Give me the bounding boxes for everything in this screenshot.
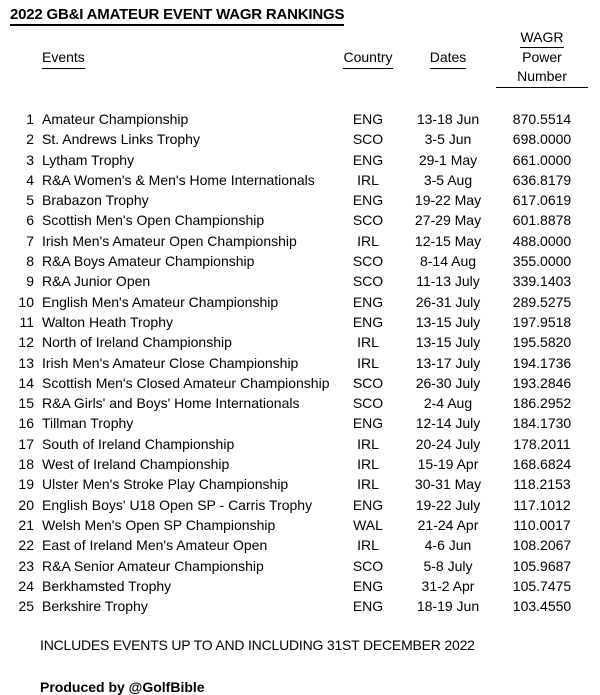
country-cell: SCO (352, 131, 384, 148)
dates-cell: 27-29 May (414, 212, 482, 229)
country-cell: SCO (352, 395, 384, 412)
rank-cell: 16 (18, 415, 34, 432)
country-cell: SCO (352, 212, 384, 229)
event-name-cell: Irish Men's Amateur Open Championship (42, 232, 297, 249)
table-row (0, 109, 588, 129)
rank-cell: 6 (26, 212, 34, 229)
event-name-cell: Scottish Men's Open Championship (42, 212, 265, 229)
country-cell: ENG (352, 151, 384, 168)
dates-cell: 11-13 July (416, 273, 480, 290)
country-cell: IRL (357, 456, 379, 473)
column-header-power-number: Power Number (496, 48, 588, 88)
table-row (0, 231, 588, 251)
power-number-cell: 184.1730 (512, 415, 572, 432)
rank-cell: 5 (26, 192, 34, 209)
rank-cell: 9 (26, 273, 34, 290)
rank-cell: 8 (26, 253, 34, 270)
document-page (0, 6, 600, 695)
country-cell: WAL (353, 516, 383, 533)
dates-cell: 3-5 Jun (424, 131, 472, 148)
country-cell: IRL (357, 435, 379, 452)
power-number-cell: 105.7475 (512, 577, 572, 594)
table-row (0, 312, 588, 332)
table-row (0, 556, 588, 576)
country-cell: IRL (357, 232, 379, 249)
power-number-cell: 186.2952 (512, 395, 572, 412)
dates-cell: 20-24 July (415, 435, 481, 452)
dates-cell: 13-15 July (415, 334, 481, 351)
power-number-cell: 601.8878 (512, 212, 572, 229)
rank-cell: 22 (18, 537, 34, 554)
table-row (0, 495, 588, 515)
power-number-cell: 195.5820 (512, 334, 572, 351)
power-number-cell: 168.6824 (512, 456, 572, 473)
dates-cell: 31-2 Apr (421, 577, 475, 594)
dates-cell: 19-22 May (414, 192, 482, 209)
country-cell: SCO (352, 557, 384, 574)
rank-cell: 20 (18, 496, 34, 513)
power-number-cell: 110.0017 (513, 516, 571, 533)
dates-cell: 13-17 July (415, 354, 481, 371)
country-cell: IRL (357, 537, 379, 554)
dates-cell: 21-24 Apr (417, 516, 479, 533)
table-row (0, 515, 588, 535)
rank-cell: 4 (26, 171, 34, 188)
table-row (0, 576, 588, 596)
country-cell: ENG (352, 415, 384, 432)
rankings-table (0, 29, 588, 616)
dates-cell: 4-6 Jun (424, 537, 472, 554)
power-number-cell: 197.9518 (512, 313, 572, 330)
rank-cell: 13 (18, 354, 34, 371)
event-name-cell: Walton Heath Trophy (42, 313, 173, 330)
table-row (0, 190, 588, 210)
table-row (0, 150, 588, 170)
column-header-wagr: WAGR (520, 29, 563, 48)
event-name-cell: St. Andrews Links Trophy (42, 131, 200, 148)
table-row (0, 129, 588, 149)
power-number-cell: 636.8179 (512, 171, 572, 188)
country-cell: IRL (357, 171, 379, 188)
event-name-cell: Lytham Trophy (42, 151, 135, 168)
power-number-cell: 355.0000 (512, 253, 572, 270)
table-row (0, 332, 588, 352)
dates-cell: 26-31 July (415, 293, 481, 310)
event-name-cell: R&A Women's & Men's Home Internationals (42, 171, 315, 188)
dates-cell: 8-14 Aug (419, 253, 477, 270)
power-number-cell: 103.4550 (512, 598, 572, 615)
country-cell: ENG (352, 111, 384, 127)
event-name-cell: East of Ireland Men's Amateur Open (42, 537, 268, 554)
event-name-cell: R&A Girls' and Boys' Home Internationals (42, 395, 300, 412)
rank-cell: 15 (18, 395, 34, 412)
rank-cell: 7 (26, 232, 34, 249)
rank-cell: 14 (18, 374, 34, 391)
dates-cell: 19-22 July (415, 496, 481, 513)
country-cell: ENG (352, 293, 384, 310)
event-name-cell: R&A Boys Amateur Championship (42, 253, 255, 270)
table-row (0, 474, 588, 494)
rank-cell: 12 (18, 334, 34, 351)
country-cell: IRL (357, 476, 379, 493)
power-number-cell: 870.5514 (512, 111, 572, 127)
header-row-columns (0, 48, 588, 109)
column-header-dates: Dates (430, 48, 467, 69)
rank-cell: 17 (18, 435, 34, 452)
dates-cell: 2-4 Aug (423, 395, 473, 412)
inclusion-note: INCLUDES EVENTS UP TO AND INCLUDING 31ST DECEMBER 2022 (40, 637, 475, 654)
event-name-cell: West of Ireland Championship (42, 456, 230, 473)
table-row (0, 373, 588, 393)
table-row (0, 210, 588, 230)
rank-cell: 2 (26, 131, 34, 148)
power-number-cell: 193.2846 (512, 374, 572, 391)
table-row (0, 413, 588, 433)
event-name-cell: Berkhamsted Trophy (42, 577, 172, 594)
dates-cell: 26-30 July (415, 374, 481, 391)
power-number-cell: 488.0000 (512, 232, 572, 249)
table-row (0, 292, 588, 312)
rank-cell: 25 (18, 598, 34, 615)
dates-cell: 13-18 Jun (416, 111, 480, 127)
rank-cell: 19 (18, 476, 34, 493)
country-cell: SCO (352, 273, 384, 290)
power-number-cell: 118.2153 (513, 476, 571, 493)
rank-cell: 3 (26, 151, 34, 168)
country-cell: IRL (357, 354, 379, 371)
dates-cell: 5-8 July (423, 557, 473, 574)
table-row (0, 251, 588, 271)
event-name-cell: English Boys' U18 Open SP - Carris Trophy (42, 496, 313, 513)
event-name-cell: South of Ireland Championship (42, 435, 235, 452)
event-name-cell: English Men's Amateur Championship (42, 293, 279, 310)
country-cell: SCO (352, 374, 384, 391)
event-name-cell: Amateur Championship (42, 111, 189, 127)
dates-cell: 13-15 July (415, 313, 481, 330)
event-name-cell: Scottish Men's Closed Amateur Championship (42, 374, 330, 391)
dates-cell: 30-31 May (414, 476, 482, 493)
event-name-cell: Brabazon Trophy (42, 192, 149, 209)
country-cell: IRL (357, 334, 379, 351)
rank-cell: 24 (18, 577, 34, 594)
rank-cell: 23 (18, 557, 34, 574)
page-title: 2022 GB&I AMATEUR EVENT WAGR RANKINGS (10, 6, 344, 26)
country-cell: SCO (352, 253, 384, 270)
event-name-cell: Ulster Men's Stroke Play Championship (42, 476, 289, 493)
dates-cell: 29-1 May (418, 151, 478, 168)
column-header-events: Events (42, 48, 85, 69)
dates-cell: 3-5 Aug (423, 171, 473, 188)
power-number-cell: 108.2067 (512, 537, 572, 554)
event-name-cell: North of Ireland Championship (42, 334, 232, 351)
event-name-cell: Tillman Trophy (42, 415, 134, 432)
table-row (0, 535, 588, 555)
country-cell: ENG (352, 192, 384, 209)
header-row-wagr (0, 29, 588, 48)
event-name-cell: Berkshire Trophy (42, 598, 148, 615)
dates-cell: 12-15 May (414, 232, 482, 249)
rank-cell: 1 (26, 111, 34, 127)
country-cell: ENG (352, 496, 384, 513)
table-row (0, 393, 588, 413)
table-row (0, 271, 588, 291)
rank-cell: 10 (18, 293, 34, 310)
table-row (0, 454, 588, 474)
power-number-cell: 178.2011 (513, 435, 571, 452)
power-number-cell: 289.5275 (512, 293, 572, 310)
power-number-cell: 661.0000 (512, 151, 572, 168)
table-header (0, 29, 588, 109)
title-wrap (10, 6, 600, 26)
dates-cell: 18-19 Jun (416, 598, 480, 615)
rank-cell: 11 (19, 313, 34, 330)
column-header-country: Country (343, 48, 392, 69)
table-row (0, 596, 588, 616)
table-row (0, 170, 588, 190)
event-name-cell: R&A Junior Open (42, 273, 151, 290)
table-row (0, 353, 588, 373)
dates-cell: 15-19 Apr (417, 456, 479, 473)
power-number-cell: 105.9687 (512, 557, 572, 574)
power-number-cell: 698.0000 (512, 131, 572, 148)
power-number-cell: 117.1012 (513, 496, 571, 513)
power-number-cell: 194.1736 (512, 354, 572, 371)
table-body (0, 109, 588, 616)
event-name-cell: Welsh Men's Open SP Championship (42, 516, 276, 533)
rank-cell: 18 (18, 456, 34, 473)
table-row (0, 434, 588, 454)
power-number-cell: 339.1403 (512, 273, 572, 290)
country-cell: ENG (352, 598, 384, 615)
dates-cell: 12-14 July (415, 415, 481, 432)
power-number-cell: 617.0619 (512, 192, 572, 209)
event-name-cell: Irish Men's Amateur Close Championship (42, 354, 299, 371)
credit-line: Produced by @GolfBible (40, 679, 205, 695)
country-cell: ENG (352, 313, 384, 330)
rank-cell: 21 (18, 516, 34, 533)
event-name-cell: R&A Senior Amateur Championship (42, 557, 264, 574)
country-cell: ENG (352, 577, 384, 594)
